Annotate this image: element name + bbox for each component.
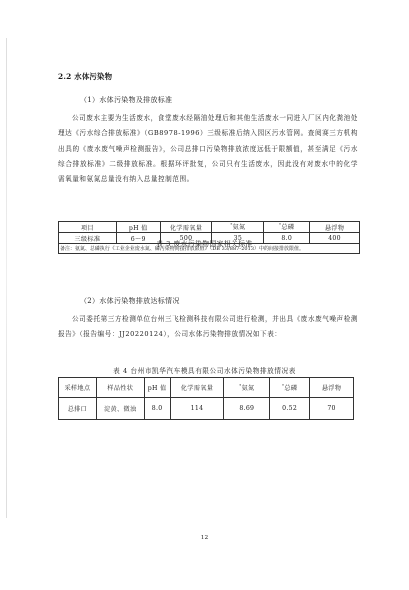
table3-grid bbox=[58, 221, 360, 254]
table3-cell: 35 bbox=[212, 233, 264, 244]
table3-header-row bbox=[59, 222, 360, 233]
table3-header-cell: *氨氮 bbox=[212, 222, 264, 233]
table4-header-cell: *总磷 bbox=[270, 378, 310, 398]
table3-cell: 三级标准 bbox=[59, 233, 117, 244]
table4-cell: 总排口 bbox=[59, 398, 97, 420]
table3-header-cell: 项目 bbox=[59, 222, 117, 233]
paragraph-1: 公司废水主要为生活废水，食堂废水经隔油处理后和其他生活废水一同进入厂区内化粪池处理达《污水综合排放标准》（GB8978-1996）三级标准后纳入园区污水管网。查阅赛三方机构出具的《废水废气噪声检测报告》，公司总排口污染物排放浓度远低于限额值，甚至满足《污水综合排放标准》二级排放标准。根据环评批复，公司只有生活废水，因此没有对废水中的化学需氧量和氨氮总量没有纳入总量控制范围。 bbox=[58, 114, 358, 184]
table3-caption: 表 3 废水污染物国家相关标准 bbox=[156, 240, 253, 248]
table4-header-cell: 化学需氧量 bbox=[170, 378, 224, 398]
subsection-heading-2: （2）水体污染物排放达标情况 bbox=[80, 297, 180, 305]
table3-note: 备注：氨氮、总磷执行《工业企业废水氮、磷污染物间接排放限值》（DB 33/887-2013）中的间接排放限值。 bbox=[59, 244, 360, 254]
table3-cell: 500 bbox=[160, 233, 212, 244]
table4-header-row bbox=[59, 378, 354, 398]
table4-cell: 淀黄、微浊 bbox=[96, 398, 144, 420]
table-row bbox=[59, 398, 354, 420]
table4-cell: 70 bbox=[310, 398, 354, 420]
table3-cell: 8.0 bbox=[264, 233, 310, 244]
table3-cell: 400 bbox=[310, 233, 360, 244]
table4-caption: 表 4 台州市凯华汽车模具有限公司水体污染物排放情况表 bbox=[113, 367, 296, 375]
paragraph-2: 公司委托第三方检测单位台州三飞检测科技有限公司进行检测，并出具《废水废气噪声检测报告》（报告编号：JJ20220124），公司水体污染物排放情况如下表： bbox=[58, 315, 358, 339]
table4-header-cell: 样品性状 bbox=[96, 378, 144, 398]
table3-header-cell: pH 值 bbox=[116, 222, 160, 233]
table4-header-cell: *氨氮 bbox=[224, 378, 270, 398]
table4-grid bbox=[58, 377, 354, 420]
table4-header-cell: 采样地点 bbox=[59, 378, 97, 398]
table-row bbox=[59, 233, 360, 244]
table3-header-cell: *总磷 bbox=[264, 222, 310, 233]
table3-header-cell: 悬浮物 bbox=[310, 222, 360, 233]
table3-note-row bbox=[59, 244, 360, 254]
table4-cell: 8.69 bbox=[224, 398, 270, 420]
section-heading: 2.2 水体污染物 bbox=[58, 72, 113, 81]
table3-cell: 6～9 bbox=[116, 233, 160, 244]
table3-header-cell: 化学需氧量 bbox=[160, 222, 212, 233]
subsection-heading-1: （1）水体污染物及排放标准 bbox=[80, 96, 173, 104]
table4-cell: 8.0 bbox=[144, 398, 170, 420]
table4-header-cell: 悬浮物 bbox=[310, 378, 354, 398]
scan-edge-shadow bbox=[6, 38, 7, 518]
table4-cell: 0.52 bbox=[270, 398, 310, 420]
table4-header-cell: pH 值 bbox=[144, 378, 170, 398]
table4-cell: 114 bbox=[170, 398, 224, 420]
page-number: 12 bbox=[200, 535, 209, 541]
